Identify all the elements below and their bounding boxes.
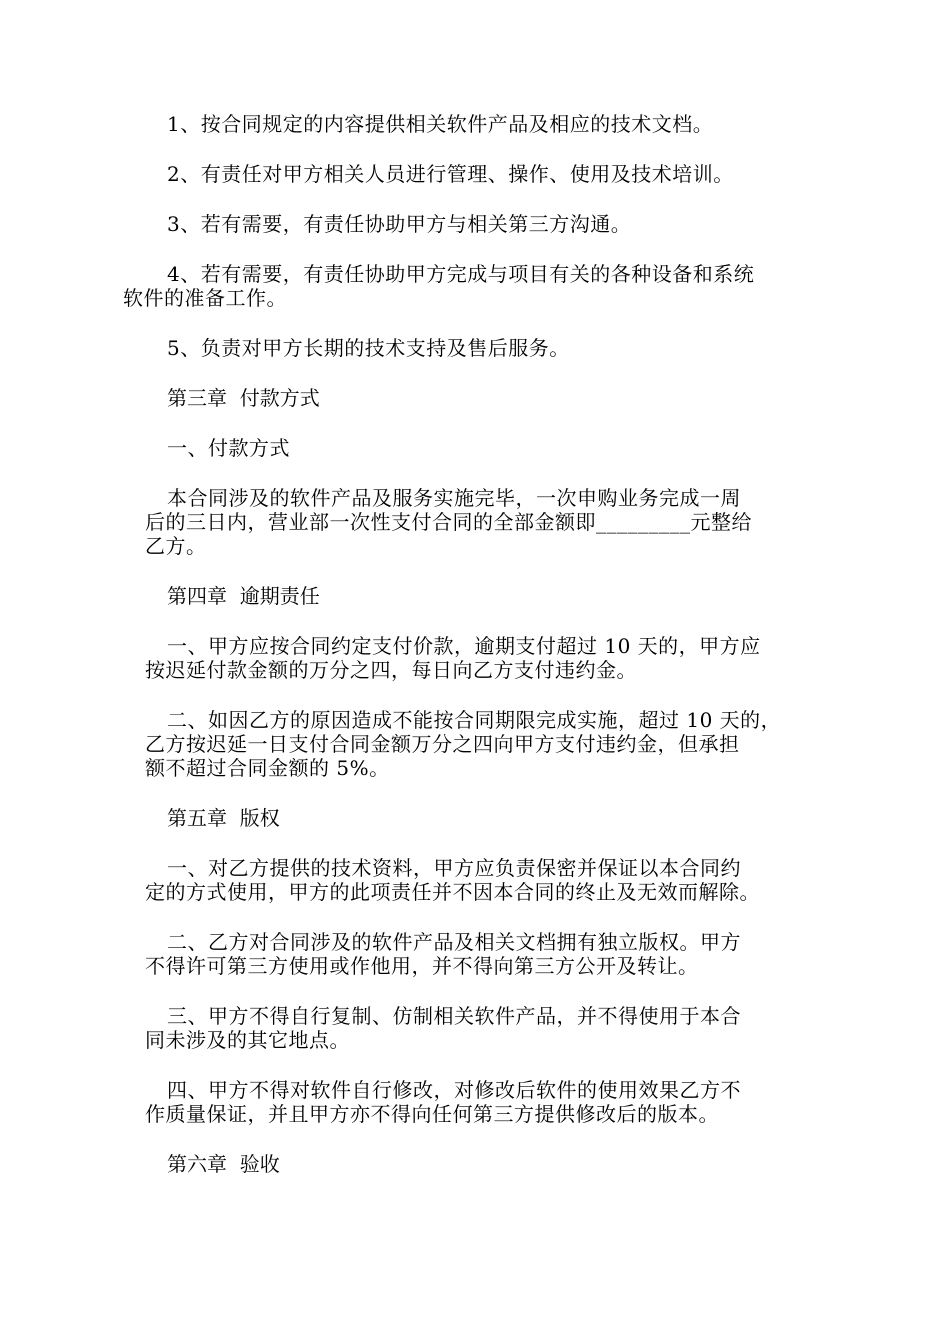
- paragraph-line: 定的方式使用，甲方的此项责任并不因本合同的终止及无效而解除。: [145, 880, 760, 904]
- paragraph-line: 一、甲方应按合同约定支付价款，逾期支付超过 10 天的，甲方应: [167, 634, 761, 658]
- paragraph-line: 软件的准备工作。: [123, 286, 287, 310]
- chapter-heading-5: [145, 806, 810, 830]
- paragraph-obligation-1: [145, 112, 810, 136]
- paragraph-line: 二、乙方对合同涉及的软件产品及相关文档拥有独立版权。甲方: [167, 930, 741, 954]
- paragraph-line: 同未涉及的其它地点。: [145, 1028, 350, 1052]
- paragraph-line: 乙方。: [145, 534, 207, 558]
- paragraph-line: 乙方按迟延一日支付合同金额万分之四向甲方支付违约金，但承担: [145, 732, 740, 756]
- document-page: [123, 112, 810, 1202]
- paragraph-line: 5、负责对甲方长期的技术支持及售后服务。: [167, 336, 570, 360]
- paragraph-obligation-2: [145, 162, 810, 186]
- chapter-title: 第五章 版权: [167, 806, 280, 830]
- paragraph-copyright-1: [145, 856, 810, 904]
- paragraph-line: 一、对乙方提供的技术资料，甲方应负责保密并保证以本合同约: [167, 856, 741, 880]
- chapter-title: 第六章 验收: [167, 1152, 280, 1176]
- paragraph-copyright-4: [145, 1078, 810, 1126]
- paragraph-copyright-2: [145, 930, 810, 978]
- paragraph-overdue-2: [145, 708, 810, 780]
- chapter-heading-4: [145, 584, 810, 608]
- paragraph-line: 后的三日内，营业部一次性支付合同的全部金额即_________元整给: [145, 510, 752, 534]
- paragraph-line: 不得许可第三方使用或作他用，并不得向第三方公开及转让。: [145, 954, 699, 978]
- paragraph-line: 3、若有需要，有责任协助甲方与相关第三方沟通。: [167, 212, 632, 236]
- paragraph-obligation-4: [123, 262, 810, 310]
- chapter-heading-6: [145, 1152, 810, 1176]
- chapter-title: 第四章 逾期责任: [167, 584, 320, 608]
- paragraph-line: 四、甲方不得对软件自行修改，对修改后软件的使用效果乙方不: [167, 1078, 741, 1102]
- paragraph-line: 按迟延付款金额的万分之四，每日向乙方支付违约金。: [145, 658, 637, 682]
- paragraph-obligation-3: [145, 212, 810, 236]
- paragraph-line: 本合同涉及的软件产品及服务实施完毕，一次申购业务完成一周: [167, 486, 741, 510]
- section-heading-payment: [145, 436, 810, 460]
- paragraph-payment-terms: [145, 486, 810, 558]
- chapter-heading-3: [145, 386, 810, 410]
- paragraph-line: 额不超过合同金额的 5%。: [145, 756, 390, 780]
- paragraph-line: 1、按合同规定的内容提供相关软件产品及相应的技术文档。: [167, 112, 714, 136]
- chapter-title: 第三章 付款方式: [167, 386, 320, 410]
- paragraph-line: 作质量保证，并且甲方亦不得向任何第三方提供修改后的版本。: [145, 1102, 719, 1126]
- paragraph-overdue-1: [145, 634, 810, 682]
- paragraph-line: 2、有责任对甲方相关人员进行管理、操作、使用及技术培训。: [167, 162, 734, 186]
- paragraph-copyright-3: [145, 1004, 810, 1052]
- paragraph-line: 二、如因乙方的原因造成不能按合同期限完成实施，超过 10 天的，: [167, 708, 782, 732]
- paragraph-line: 三、甲方不得自行复制、仿制相关软件产品，并不得使用于本合: [167, 1004, 741, 1028]
- paragraph-obligation-5: [145, 336, 810, 360]
- paragraph-line: 4、若有需要，有责任协助甲方完成与项目有关的各种设备和系统: [167, 262, 755, 286]
- paragraph-line: 一、付款方式: [167, 436, 290, 460]
